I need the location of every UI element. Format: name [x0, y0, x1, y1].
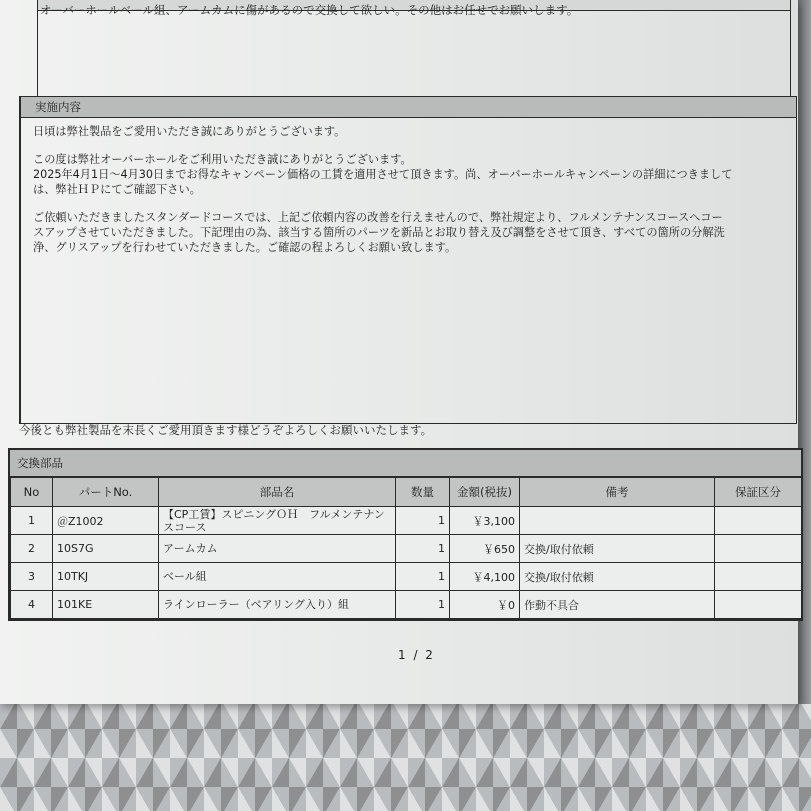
cell-price: ￥4,100: [450, 563, 520, 591]
table-row: [11, 591, 802, 619]
cell-no: 1: [11, 507, 53, 535]
cell-qty: 1: [396, 591, 450, 619]
cell-no: 3: [11, 563, 53, 591]
cell-part-no: 101KE: [53, 591, 159, 619]
cell-warranty: [715, 507, 802, 535]
implementation-line: この度は弊社オーバーホールをご利用いただき誠にありがとうございます。: [33, 153, 412, 166]
cell-note: 作動不具合: [520, 591, 715, 619]
cell-warranty: [715, 535, 802, 563]
cell-name: ラインローラー（ベアリング入り）組: [159, 591, 396, 619]
implementation-paragraph: [33, 210, 796, 255]
cell-qty: 1: [396, 535, 450, 563]
table-row: [11, 535, 802, 563]
column-header: 金額(税抜): [450, 478, 520, 507]
cell-name: ベール組: [159, 563, 396, 591]
implementation-line: ご依頼いただきましたスタンダードコースでは、上記ご依頼内容の改善を行えませんので、弊社規定より、フルメンテナンスコースへコー: [33, 211, 723, 224]
page-number: 1 / 2: [398, 648, 435, 662]
implementation-line: スアップさせていただきました。下記理由の為、該当する箇所のパーツを新品とお取り替え及び調整をさせて頂き、すべての箇所の分解洗: [33, 226, 725, 239]
implementation-paragraph: [33, 124, 796, 139]
cell-warranty: [715, 591, 802, 619]
request-box: [37, 0, 791, 97]
cell-part-no: 10TKJ: [53, 563, 159, 591]
column-header: 備考: [520, 478, 715, 507]
implementation-line: は、弊社ＨＰにてご確認下さい。: [33, 183, 201, 196]
implementation-line: 日頃は弊社製品をご愛用いただき誠にありがとうございます。: [33, 125, 346, 138]
table-row: [11, 507, 802, 535]
implementation-line: 2025年4月1日～4月30日までお得なキャンペーン価格の工賃を適用させて頂きます。尚、オーバーホールキャンペーンの詳細につきまして: [33, 168, 733, 181]
background-surface: [0, 700, 811, 811]
column-header: 部品名: [159, 478, 396, 507]
column-header: No: [11, 478, 53, 507]
cell-qty: 1: [396, 507, 450, 535]
column-header: 数量: [396, 478, 450, 507]
cell-no: 2: [11, 535, 53, 563]
closing-text: 今後とも弊社製品を末長くご愛用頂きます様どうぞよろしくお願いいたします。: [19, 423, 433, 437]
request-text: オーバーホールベール組、アームカムに傷があるので交換して欲しい。その他はお任せでお願いします。: [40, 3, 579, 17]
cell-note: 交換/取付依頼: [520, 563, 715, 591]
implementation-box: [19, 96, 797, 424]
cell-price: ￥3,100: [450, 507, 520, 535]
column-header: 保証区分: [715, 478, 802, 507]
cell-warranty: [715, 563, 802, 591]
parts-title: 交換部品: [10, 450, 801, 477]
implementation-body: [21, 118, 796, 255]
implementation-title: 実施内容: [21, 97, 796, 118]
cell-note: [520, 507, 715, 535]
implementation-paragraph: [33, 152, 796, 197]
cell-note: 交換/取付依頼: [520, 535, 715, 563]
cell-no: 4: [11, 591, 53, 619]
cell-price: ￥650: [450, 535, 520, 563]
column-header: パートNo.: [53, 478, 159, 507]
cell-price: ￥0: [450, 591, 520, 619]
parts-table: [8, 448, 803, 621]
table-row: [11, 563, 802, 591]
cell-name: 【CP工賃】スピニングＯＨ フルメンテナン スコース: [159, 507, 396, 535]
cell-qty: 1: [396, 563, 450, 591]
implementation-line: 浄、グリスアップを行わせていただきました。ご確認の程よろしくお願い致します。: [33, 241, 457, 254]
cell-name: アームカム: [159, 535, 396, 563]
cell-part-no: ＠Z1002: [53, 507, 159, 535]
parts-grid: [10, 477, 802, 619]
cell-part-no: 10S7G: [53, 535, 159, 563]
table-header-row: [11, 478, 802, 507]
